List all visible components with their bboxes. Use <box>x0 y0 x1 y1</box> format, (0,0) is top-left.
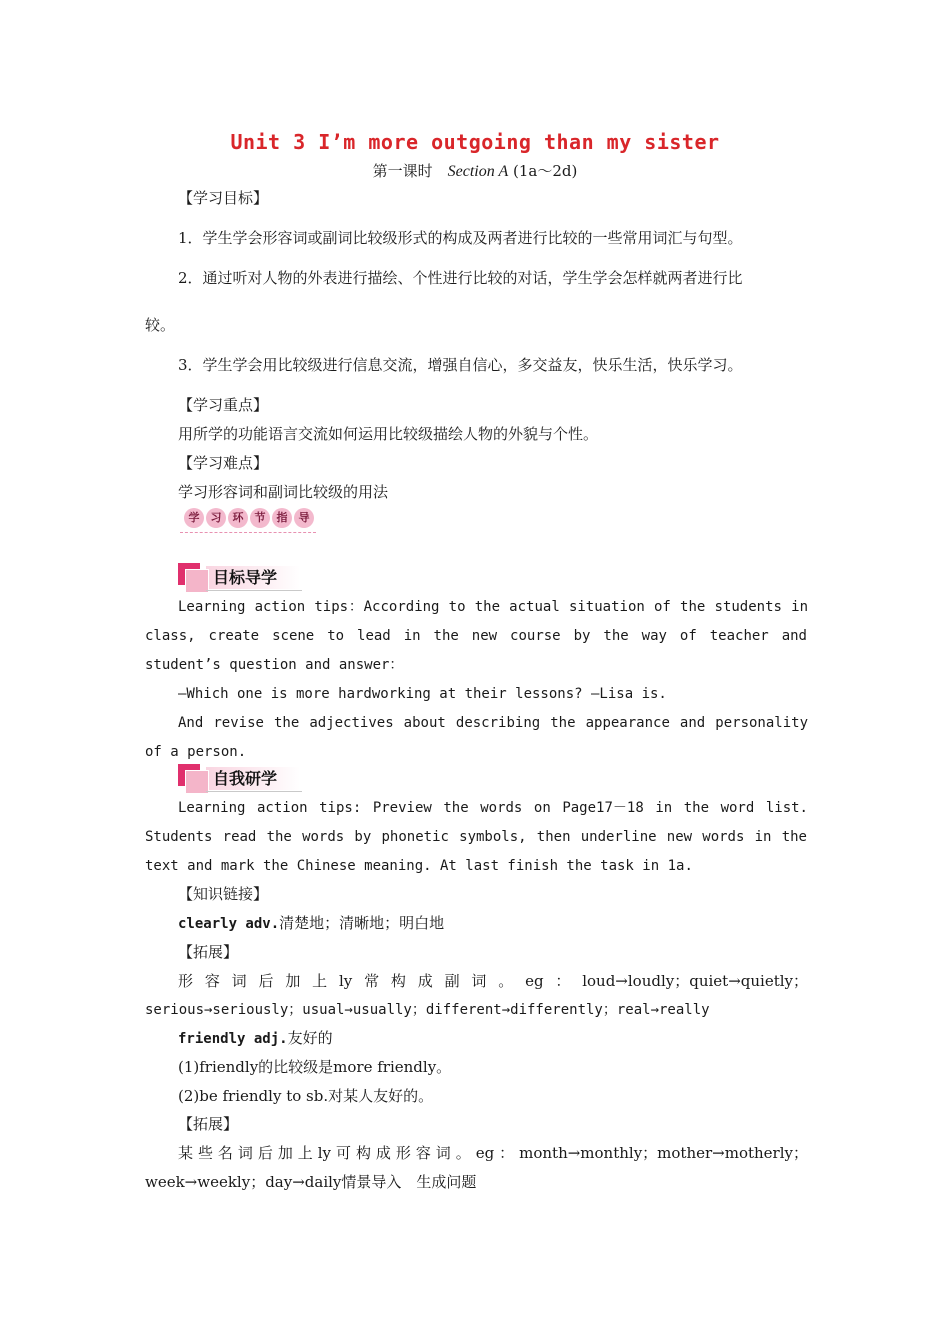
section1-line: —Which one is more hardworking at their lessons? —Lisa is. <box>178 686 667 702</box>
section-header-self-study <box>178 764 302 792</box>
vocab-word: clearly adv. <box>178 916 280 932</box>
vocab-definition: 友好的 <box>287 1029 333 1047</box>
section1-line: of a person. <box>145 744 247 760</box>
vocab-friendly <box>178 1028 808 1049</box>
section-label: 目标导学 <box>213 568 278 587</box>
extension-heading: 【拓展】 <box>178 1115 239 1133</box>
section1-line: And revise the adjectives about describing the appearance and personality <box>178 715 808 731</box>
subtitle-section: Section A <box>447 163 509 180</box>
banner-char: 导 <box>294 508 314 528</box>
vocab-definition: 清楚地；清晰地；明白地 <box>279 914 445 932</box>
study-guide-banner <box>180 506 316 533</box>
difficulties-text: 学习形容词和副词比较级的用法 <box>178 483 389 501</box>
extension-line: serious→seriously；usual→usually；different→differently；real→really <box>145 1002 710 1018</box>
banner-char: 环 <box>228 508 248 528</box>
extension-line: week→weekly；day→daily情景导入 生成问题 <box>145 1173 477 1191</box>
banner-char: 节 <box>250 508 270 528</box>
section2-line: Students read the words by phonetic symbols, then underline new words in the <box>145 829 807 845</box>
goals-heading: 【学习目标】 <box>178 189 269 207</box>
subtitle-range: (1a～2d) <box>508 162 578 180</box>
section2-line: Learning action tips: Preview the words on Page17－18 in the word list. <box>178 800 808 816</box>
friendly-note-1: (1)friendly的比较级是more friendly。 <box>178 1058 452 1076</box>
difficulties-heading: 【学习难点】 <box>178 454 269 472</box>
section2-line: text and mark the Chinese meaning. At last finish the task in 1a. <box>145 858 693 874</box>
knowledge-heading: 【知识链接】 <box>178 885 269 903</box>
subtitle-lesson: 第一课时 <box>372 162 448 180</box>
section-header-goal-guidance <box>178 563 302 591</box>
key-points-text: 用所学的功能语言交流如何运用比较级描绘人物的外貌与个性。 <box>178 425 599 443</box>
banner-char: 习 <box>206 508 226 528</box>
goal-item-2-cont: 较。 <box>145 316 176 334</box>
section1-line: student’s question and answer： <box>145 657 404 673</box>
banner-char: 学 <box>184 508 204 528</box>
goal-item-3: 3．学生学会用比较级进行信息交流，增强自信心，多交益友，快乐生活，快乐学习。 <box>178 356 743 374</box>
goal-item-2: 2．通过听对人物的外表进行描绘、个性进行比较的对话，学生学会怎样就两者进行比 <box>178 269 743 287</box>
vocab-clearly <box>178 913 808 934</box>
section1-line: Learning action tips：According to the actual situation of the students in <box>178 599 808 615</box>
document-title: Unit 3 I’m more outgoing than my sister <box>230 130 720 154</box>
extension-line: 某些名词后加上ly可构成形容词。eg：month→monthly；mother→motherly； <box>178 1144 808 1162</box>
extension-heading: 【拓展】 <box>178 943 239 961</box>
section1-line: class, create scene to lead in the new course by the way of teacher and <box>145 628 807 644</box>
banner-char: 指 <box>272 508 292 528</box>
friendly-note-2: (2)be friendly to sb.对某人友好的。 <box>178 1087 434 1105</box>
key-points-heading: 【学习重点】 <box>178 396 269 414</box>
extension-line: 形容词后加上ly常构成副词。eg：loud→loudly；quiet→quietly； <box>178 972 808 990</box>
section-label: 自我研学 <box>213 769 278 788</box>
goal-item-1: 1．学生学会形容词或副词比较级形式的构成及两者进行比较的一些常用词汇与句型。 <box>178 229 743 247</box>
vocab-word: friendly adj. <box>178 1031 288 1047</box>
document-subtitle <box>0 160 950 181</box>
